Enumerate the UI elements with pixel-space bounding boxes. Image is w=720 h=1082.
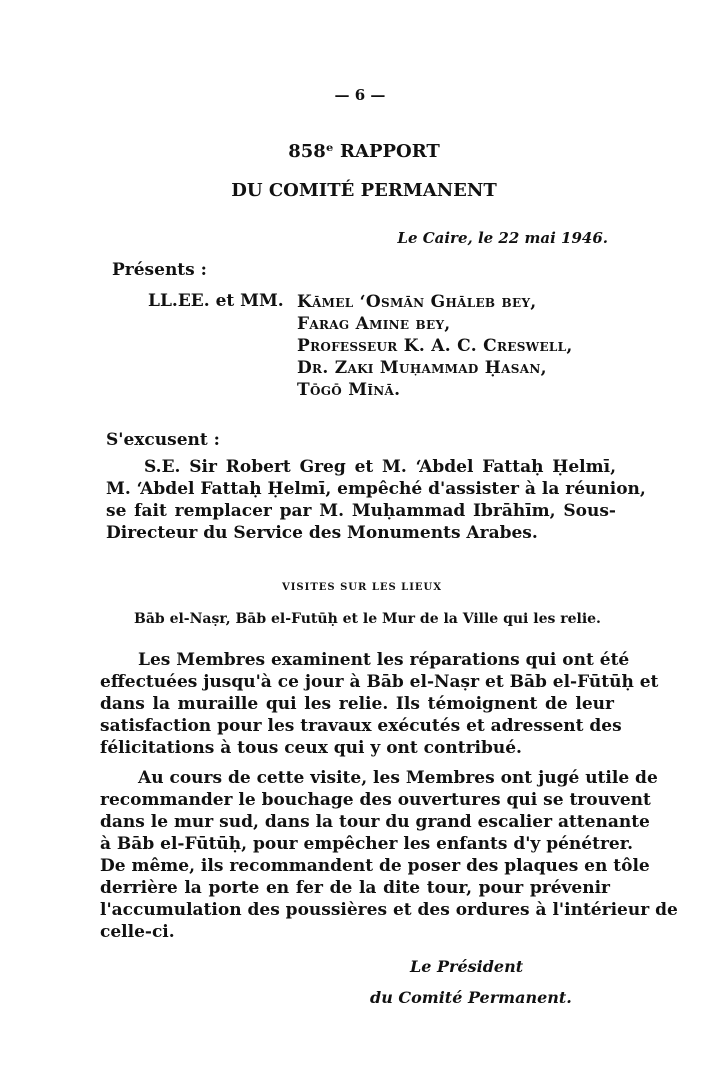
present-member: Kāmel ʻOsmān Ghāleb bey, bbox=[297, 292, 537, 312]
present-member: Farag Amine bey, bbox=[297, 314, 451, 334]
paragraph-line: Au cours de cette visite, les Membres ont jugé utile de bbox=[138, 768, 658, 788]
paragraph-line: dans le mur sud, dans la tour du grand escalier attenante bbox=[100, 812, 650, 832]
section-subheading: Bāb el-Naṣr, Bāb el-Futūḥ et le Mur de la Ville qui les relie. bbox=[134, 611, 601, 627]
page-number: — 6 — bbox=[334, 86, 386, 104]
paragraph-1 bbox=[100, 649, 659, 759]
section-heading: VISITES SUR LES LIEUX bbox=[281, 582, 442, 593]
paragraph-line: à Bāb el-Fūtūḥ, pour empêcher les enfants d'y pénétrer. bbox=[100, 834, 634, 854]
paragraph-2 bbox=[100, 767, 678, 943]
report-subtitle: DU COMITÉ PERMANENT bbox=[231, 180, 497, 201]
present-member: Dr. Zaki Muḥammad Ḥasan, bbox=[297, 358, 547, 378]
excused-line: Directeur du Service des Monuments Arabes. bbox=[106, 523, 538, 543]
report-title: 858ᵉ RAPPORT bbox=[288, 141, 440, 162]
paragraph-line: celle-ci. bbox=[100, 922, 175, 942]
paragraph-line: Les Membres examinent les réparations qui ont été bbox=[138, 650, 630, 670]
presents-lead: LL.EE. et MM. bbox=[148, 291, 284, 311]
paragraph-line: effectuées jusqu'à ce jour à Bāb el-Naṣr et Bāb el-Fūtūḥ et bbox=[100, 672, 659, 692]
paragraph-line: recommander le bouchage des ouvertures qui se trouvent bbox=[100, 790, 651, 810]
presents-list bbox=[297, 291, 573, 401]
paragraph-line: dans la muraille qui les relie. Ils témoignent de leur bbox=[100, 694, 614, 714]
signature-committee: du Comité Permanent. bbox=[370, 988, 572, 1007]
paragraph-line: satisfaction pour les travaux exécutés et adressent des bbox=[100, 716, 622, 736]
excused-paragraph bbox=[106, 456, 646, 544]
place-date: Le Caire, le 22 mai 1946. bbox=[397, 229, 608, 247]
paragraph-line: l'accumulation des poussières et des ordures à l'intérieur de bbox=[100, 900, 678, 920]
paragraph-line: félicitations à tous ceux qui y ont contribué. bbox=[100, 738, 522, 758]
excused-heading: S'excusent : bbox=[106, 430, 220, 450]
present-member: Tōgō Mīnā. bbox=[297, 380, 401, 400]
signature-title: Le Président bbox=[410, 957, 524, 976]
present-member: Professeur K. A. C. Creswell, bbox=[297, 336, 573, 356]
presents-heading: Présents : bbox=[112, 260, 207, 280]
paragraph-line: derrière la porte en fer de la dite tour, pour prévenir bbox=[100, 878, 610, 898]
excused-line: M. ʻAbdel Fattaḥ Ḥelmī, empêché d'assister à la réunion, bbox=[106, 479, 646, 499]
paragraph-line: De même, ils recommandent de poser des plaques en tôle bbox=[100, 856, 650, 876]
excused-line: S.E. Sir Robert Greg et M. ʻAbdel Fattaḥ Ḥelmī, bbox=[144, 457, 616, 477]
excused-line: se fait remplacer par M. Muḥammad Ibrāhīm, Sous- bbox=[106, 501, 616, 521]
